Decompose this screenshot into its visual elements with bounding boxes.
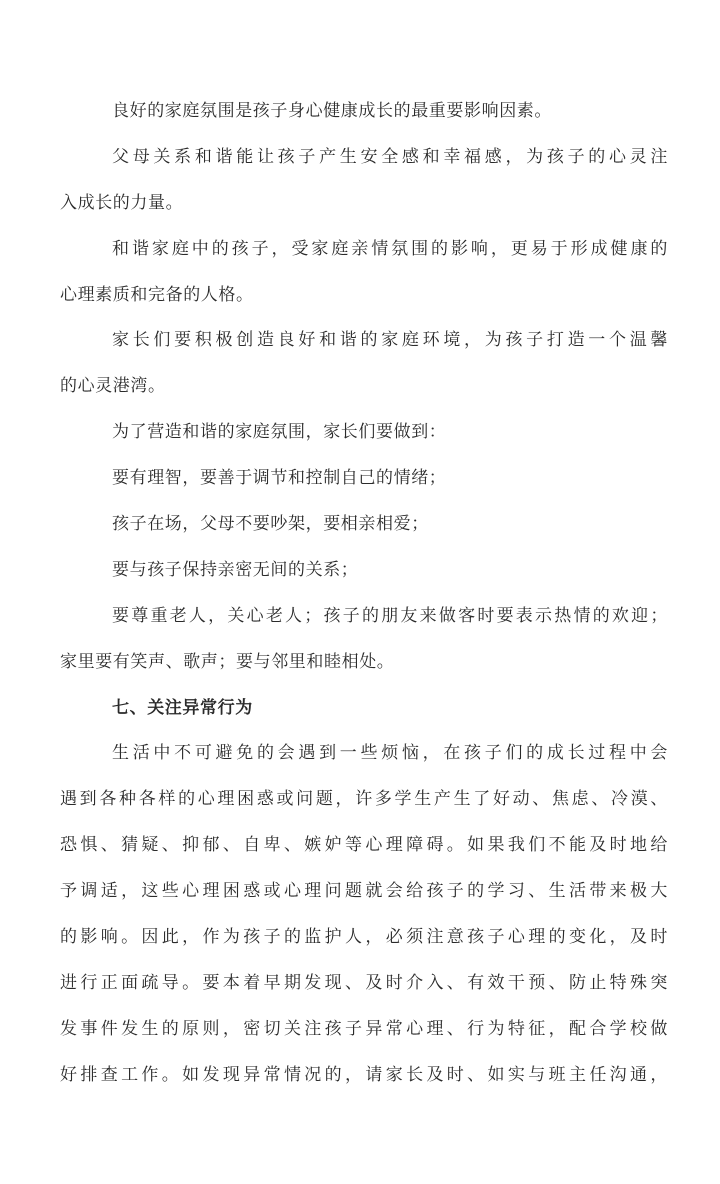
list-item: 家里要有笑声、歌声；要与邻里和睦相处。 [60, 651, 395, 672]
paragraph-line: 入成长的力量。 [60, 192, 184, 213]
paragraph-line: 恐惧、猜疑、抑郁、自卑、嫉妒等心理障碍。如果我们不能及时地给 [60, 835, 668, 856]
paragraph-line: 良好的家庭氛围是孩子身心健康成长的最重要影响因素。 [112, 101, 552, 121]
paragraph-line: 发事件发生的原则，密切关注孩子异常心理、行为特征，配合学校做 [60, 1018, 668, 1039]
paragraph-line: 的心灵港湾。 [60, 376, 166, 397]
paragraph-line: 家长们要积极创造良好和谐的家庭环境，为孩子打造一个温馨 [112, 330, 668, 351]
paragraph-line: 为了营造和谐的家庭氛围，家长们要做到： [112, 422, 447, 443]
paragraph-line: 进行正面疏导。要本着早期发现、及时介入、有效干预、防止特殊突 [60, 972, 668, 993]
section-heading: 七、关注异常行为 [112, 697, 253, 718]
paragraph-line: 予调适，这些心理困惑或心理问题就会给孩子的学习、生活带来极大 [60, 881, 668, 902]
document-page [60, 89, 668, 1099]
list-item: 要尊重老人，关心老人；孩子的朋友来做客时要表示热情的欢迎； [112, 605, 668, 626]
paragraph-line: 和谐家庭中的孩子，受家庭亲情氛围的影响，更易于形成健康的 [112, 238, 668, 259]
paragraph-line: 心理素质和完备的人格。 [60, 284, 254, 305]
list-item: 要有理智，要善于调节和控制自己的情绪； [112, 468, 447, 489]
paragraph-line: 好排查工作。如发现异常情况的，请家长及时、如实与班主任沟通， [60, 1064, 668, 1085]
list-item: 孩子在场，父母不要吵架，要相亲相爱； [112, 514, 429, 535]
paragraph-line: 生活中不可避免的会遇到一些烦恼，在孩子们的成长过程中会 [112, 743, 668, 764]
paragraph-line: 的影响。因此，作为孩子的监护人，必须注意孩子心理的变化，及时 [60, 927, 668, 948]
paragraph-line: 遇到各种各样的心理困惑或问题，许多学生产生了好动、焦虑、冷漠、 [60, 789, 668, 810]
paragraph-line: 父母关系和谐能让孩子产生安全感和幸福感，为孩子的心灵注 [112, 146, 668, 167]
list-item: 要与孩子保持亲密无间的关系； [112, 559, 359, 580]
